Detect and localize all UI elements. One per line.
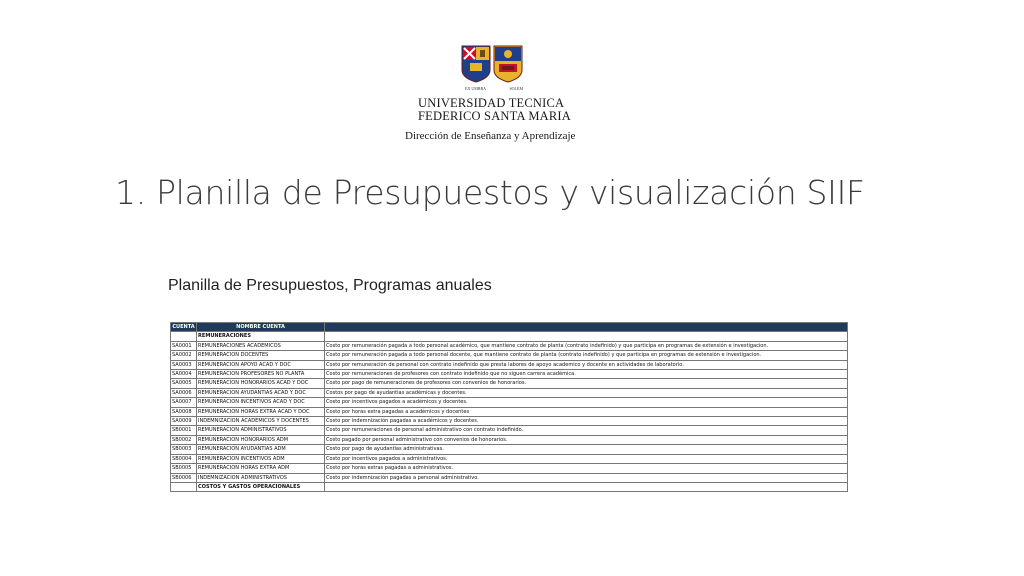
account-description-cell: Costo pagado por personal administrativo con convenios de honorarios. [325,435,848,444]
table-row [171,417,848,426]
account-code-cell: SB0005 [171,464,197,473]
account-description-cell: Costo por incentivos pagados a académicos y docentes. [325,398,848,407]
account-code-cell: SA0001 [171,341,197,350]
account-description-cell: Costo por incentivos pagados a administrativos. [325,454,848,463]
account-code-cell [171,482,197,491]
account-name-cell: INDEMNIZACION ADMINISTRATIVOS [197,473,325,482]
account-name-cell: COSTOS Y GASTOS OPERACIONALES [197,482,325,491]
account-code-cell: SA0007 [171,398,197,407]
university-line-1: UNIVERSIDAD TECNICA [418,96,565,110]
account-name-cell: REMUNERACION INCENTIVOS ADM [197,454,325,463]
account-code-cell: SA0006 [171,388,197,397]
table-body [171,332,848,492]
account-name-cell: REMUNERACION AYUDANTIAS ADM [197,445,325,454]
table-row [171,370,848,379]
table-row [171,407,848,416]
table-row [171,454,848,463]
account-description-cell: Costo por remuneraciones de personal administrativo con contrato indefinido. [325,426,848,435]
account-description-cell [325,482,848,491]
table-row [171,398,848,407]
table-row [171,341,848,350]
account-name-cell: REMUNERACION AYUDANTIAS ACAD Y DOC [197,388,325,397]
account-code-cell: SA0003 [171,360,197,369]
account-code-cell: SA0008 [171,407,197,416]
account-name-cell: REMUNERACION PROFESORES NO PLANTA [197,370,325,379]
account-name-cell: INDEMNIZACION ACADEMICOS Y DOCENTES [197,417,325,426]
logo-banner-left: EX UMBRA [465,85,487,91]
column-header-description [325,323,848,332]
table-row [171,464,848,473]
account-description-cell: Costo por indemnización pagadas a personal administrativo. [325,473,848,482]
logo-banner-right: SOLEM [509,85,523,91]
account-name-cell: REMUNERACIONES ACADEMICOS [197,341,325,350]
account-description-cell: Costo por remuneración de personal con contrato indefinido que presta labores de apoyo academico y docente en actividades de laboratorio. [325,360,848,369]
table-row [171,388,848,397]
account-description-cell: Costo por indemnización pagadas a académicos y docentes. [325,417,848,426]
table-header-row [171,323,848,332]
university-name [418,97,571,123]
slide-subtitle: Planilla de Presupuestos, Programas anuales [168,277,492,294]
account-description-cell: Costo por horas extra pagadas a académicos y docentes [325,407,848,416]
column-header-cuenta: CUENTA [172,324,195,330]
account-description-cell: Costo por remuneración pagada a todo personal académico, que mantiene contrato de planta (contrato indefinido) y que participa en programas de extensión e investigacion. [325,341,848,350]
table-row [171,379,848,388]
budget-accounts-table [170,322,848,492]
account-name-cell: REMUNERACION DOCENTES [197,351,325,360]
account-code-cell: SB0003 [171,445,197,454]
account-code-cell: SB0001 [171,426,197,435]
account-code-cell: SB0006 [171,473,197,482]
account-code-cell: SA0005 [171,379,197,388]
account-code-cell: SA0009 [171,417,197,426]
department-name: Dirección de Enseñanza y Aprendizaje [405,130,576,142]
table-row [171,332,848,341]
university-line-2: FEDERICO SANTA MARIA [418,109,572,123]
account-description-cell: Costo por remuneración pagada a todo personal docente, que mantiene contrato de planta (contrato indefinido) y que participa en programas de extensión e investigacion. [325,351,848,360]
logo-banner [462,84,526,92]
account-code-cell: SA0004 [171,370,197,379]
account-code-cell: SB0002 [171,435,197,444]
account-description-cell: Costo por pago de ayudantias administrativas. [325,445,848,454]
account-description-cell [325,332,848,341]
account-name-cell: REMUNERACION APOYO ACAD Y DOC [197,360,325,369]
account-name-cell: REMUNERACION HONORARIOS ACAD Y DOC [197,379,325,388]
account-description-cell: Costo por horas extras pagadas a administrativos. [325,464,848,473]
table-row [171,426,848,435]
account-code-cell: SB0004 [171,454,197,463]
account-name-cell: REMUNERACION ADMINISTRATIVOS [197,426,325,435]
slide-title: 1. Planilla de Presupuestos y visualización SIIF [115,173,865,212]
account-description-cell: Costos por pago de ayudantias académicas y docentes. [325,388,848,397]
account-description-cell: Costo por remuneraciones de profesores con contrato indefinido que no siguen carrera académica. [325,370,848,379]
table-row [171,435,848,444]
account-name-cell: REMUNERACIONES [197,332,325,341]
table-row [171,473,848,482]
account-code-cell [171,332,197,341]
table-row [171,351,848,360]
table-row [171,360,848,369]
table-row [171,482,848,491]
column-header-nombre-cuenta: NOMBRE CUENTA [197,323,325,332]
table-row [171,445,848,454]
account-code-cell: SA0002 [171,351,197,360]
account-name-cell: REMUNERACION HONORARIOS ADM [197,435,325,444]
account-description-cell: Costo por pago de remuneraciones de profesores con convenios de honorarios. [325,379,848,388]
account-name-cell: REMUNERACION HORAS EXTRA ACAD Y DOC [197,407,325,416]
account-name-cell: REMUNERACION HORAS EXTRA ADM [197,464,325,473]
account-name-cell: REMUNERACION INCENTIVOS ACAD Y DOC [197,398,325,407]
